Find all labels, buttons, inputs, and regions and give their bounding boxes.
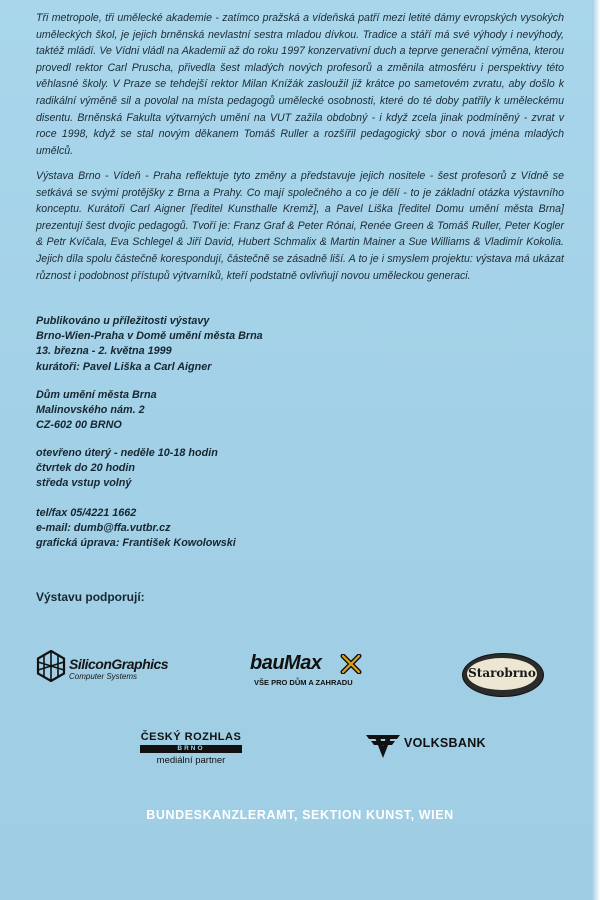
starobrno-name: Starobrno [468,666,536,680]
baumax-logo [250,652,370,692]
media-partner-label: mediální partner [156,755,226,766]
sgi-cube-icon [36,650,66,682]
intro-paragraph-2: Výstava Brno - Vídeň - Praha reflektuje tyto změny a představuje jejich nositele - šest profesorů z Vídně se setkává se svými protějšky z Brna a Prahy. Co mají společného a co je dělí - to je základní otázka výstavního konceptu. Kurátoři Carl Aigner [ředitel Kunsthalle Kremž], a Pavel Liška [ředitel Domu umění města Brna] prezentují šest dvojic pedagogů. Tvoří je: Franz Graf & Peter Rónai, Renée Green & Tomáš Ruller, Peter Kogler & Petr Kvíčala, Eva Schlegel & Jiří David, Hubert Schmalix & Martin Mainer a Sue Williams & Vladimír Kokolia. Jejich díla spolu částečně korespondují, částečně se zásadně liší. A to je i smyslem projektu: výstava má ukázat různost i podobnost přístupů výtvarníků, kteří podstatně ovlivňují novou uměleckou generaci. [36,170,564,282]
hours-line: otevřeno úterý - neděle 10-18 hodin [36,447,218,459]
rozhlas-name: ČESKÝ ROZHLAS [140,731,242,743]
sgi-name: SiliconGraphics [69,656,169,672]
volksbank-v-icon [365,733,401,759]
address-block [36,388,436,434]
cesky-rozhlas-logo [140,731,242,771]
volksbank-logo [365,733,515,761]
publication-line: Publikováno u příležitosti výstavy [36,315,210,327]
volksbank-name: VOLKSBANK [404,736,486,750]
sponsors-heading: Výstavu podporují: [36,590,145,604]
publication-line: kurátoři: Pavel Liška a Carl Aigner [36,360,212,373]
address-line: Dům umění města Brna [36,389,157,401]
rozhlas-city: BRNO [177,745,205,752]
address-line: CZ-602 00 BRNO [36,419,122,432]
publication-line: 13. března - 2. května 1999 [36,345,172,358]
silicon-graphics-logo [36,650,176,686]
phone-line: tel/fax 05/4221 1662 [36,507,137,519]
footer-sponsor: BUNDESKANZLERAMT, SEKTION KUNST, WIEN [146,808,454,822]
contact-block [36,506,436,552]
address-line: Malinovského nám. 2 [36,404,145,417]
publication-info [36,314,436,375]
email-line: e-mail: dumb@ffa.vutbr.cz [36,522,171,535]
page-edge [592,0,600,900]
intro-paragraph-1: Tři metropole, tři umělecké akademie - zatímco pražská a vídeňská patří mezi letité dámy evropských vysokých uměleckých škol, je jejich brněnská nevlastní sestra mladou dívkou. Tradice a stáří má své výhody i nevýhody, taktéž mládí. Ve Vídni vládl na Akademii až do roku 1997 konzervativní duch a teprve generační výměna, kterou provedl rektor Carl Pruscha, přivedla šest mladých nových profesorů a změnila atmosféru i perspektivy této věhlasné školy. V Praze se tehdejší rektor Milan Knížák zasloužil již krátce po sametovém zvratu, aby došlo k radikální výměně sil a povolal na místa pedagogů umělecké osobnosti, které do té doby patřily k uměleckému disentu. Brněnská Fakulta výtvarných umění na VUT zažila obdobný - i když zcela jinak podmíněný - zvrat v roce 1998, když se stal novým děkanem Tomáš Ruller a rozšířil pedagogický sbor o nová jména mladých umělců. [36,12,564,157]
starobrno-logo [462,653,544,697]
hours-line: čtvrtek do 20 hodin [36,462,135,475]
publication-line: Brno-Wien-Praha v Domě umění města Brna [36,330,263,343]
baumax-x-icon [340,654,362,674]
baumax-name: bauMax [250,652,322,674]
design-credit-line: grafická úprava: František Kowolowski [36,537,236,550]
hours-line: středa vstup volný [36,477,132,490]
sgi-subtitle: Computer Systems [69,672,138,681]
baumax-tagline: VŠE PRO DŮM A ZAHRADU [254,678,353,687]
opening-hours [36,446,436,492]
